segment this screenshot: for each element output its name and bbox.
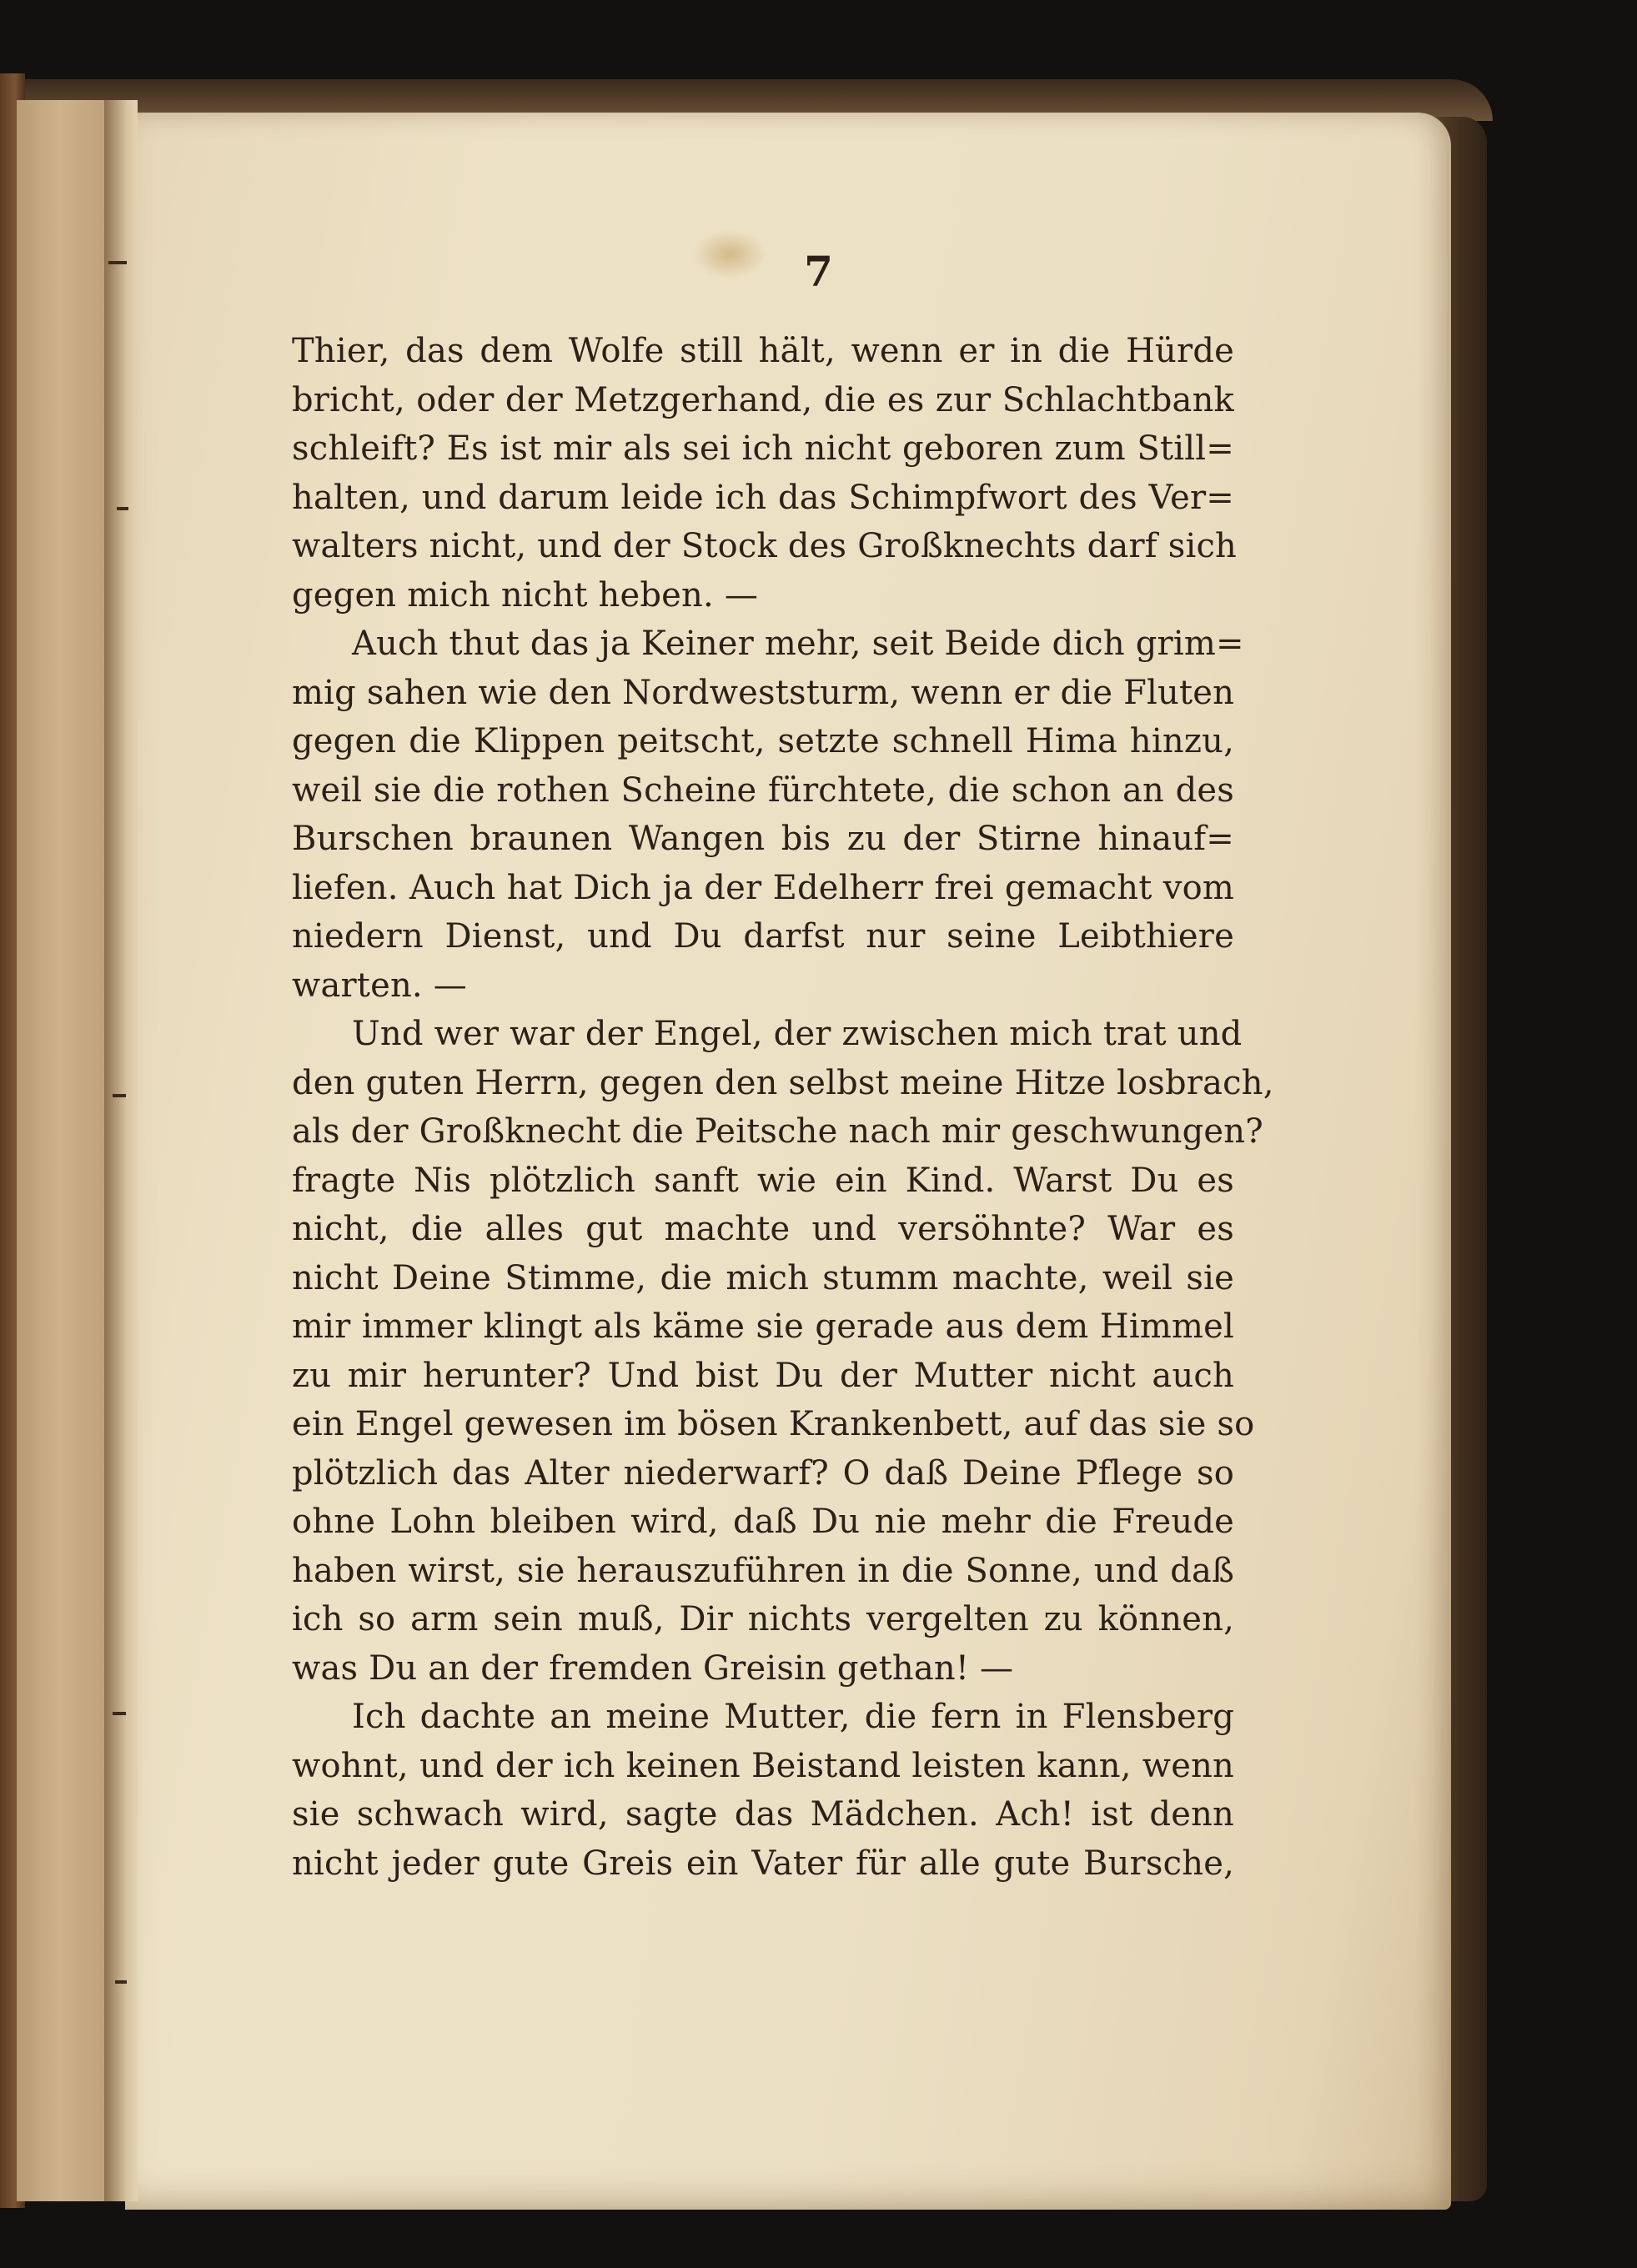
text-line: weil sie die rothen Scheine fürchtete, die schon an des xyxy=(292,770,1234,810)
page-number: 7 xyxy=(804,247,833,296)
text-line: walters nicht, und der Stock des Großknechts darf sich xyxy=(292,527,1238,565)
text-line: nicht jeder gute Greis ein Vater für alle gute Bursche, xyxy=(292,1844,1234,1883)
text-line: plötzlich das Alter niederwarf? O daß Deine Pflege so xyxy=(292,1453,1234,1493)
text-line: ein Engel gewesen im bösen Krankenbett, auf das sie so xyxy=(292,1405,1255,1443)
text-line: nicht Deine Stimme, die mich stumm machte, weil sie xyxy=(292,1258,1234,1297)
text-line: bricht, oder der Metzgerhand, die es zur Schlachtbank xyxy=(292,380,1234,419)
text-line: Ich dachte an meine Mutter, die fern in Flensberg xyxy=(352,1698,1234,1736)
text-line: zu mir herunter? Und bist Du der Mutter nicht auch xyxy=(292,1356,1234,1395)
text-line: gegen mich nicht heben. — xyxy=(292,575,759,615)
text-line: mir immer klingt als käme sie gerade aus dem Himmel xyxy=(292,1307,1234,1346)
binding-pin xyxy=(113,1094,126,1097)
text-line: als der Großknecht die Peitsche nach mir geschwungen? xyxy=(292,1112,1263,1151)
text-line: warten. — xyxy=(292,966,467,1005)
binding-pin xyxy=(115,1980,127,1984)
text-line: halten, und darum leide ich das Schimpfwort des Ver= xyxy=(292,478,1234,517)
text-line: liefen. Auch hat Dich ja der Edelherr frei gemacht vom xyxy=(292,868,1234,907)
text-line: schleift? Es ist mir als sei ich nicht geboren zum Still= xyxy=(292,429,1234,468)
binding-pin xyxy=(117,507,128,510)
text-line: ohne Lohn bleiben wird, daß Du nie mehr die Freude xyxy=(292,1503,1234,1541)
text-line: ich so arm sein muß, Dir nichts vergelten zu können, xyxy=(292,1600,1234,1638)
text-line: Auch thut das ja Keiner mehr, seit Beide dich grim= xyxy=(352,625,1244,663)
body-text xyxy=(292,327,1274,1888)
text-line: Burschen braunen Wangen bis zu der Stirne hinauf= xyxy=(292,820,1234,858)
text-line: Und wer war der Engel, der zwischen mich trat und xyxy=(352,1015,1243,1053)
book-gutter xyxy=(104,100,138,2201)
binding-pin xyxy=(113,1712,126,1715)
text-line: fragte Nis plötzlich sanft wie ein Kind. Warst Du es xyxy=(292,1161,1234,1200)
text-line: Thier, das dem Wolfe still hält, wenn er in die Hürde xyxy=(292,332,1234,370)
text-line: sie schwach wird, sagte das Mädchen. Ach! ist denn xyxy=(292,1795,1234,1834)
text-line: gegen die Klippen peitscht, setzte schnell Hima hinzu, xyxy=(292,722,1234,760)
text-line: niedern Dienst, und Du darfst nur seine Leibthiere xyxy=(292,917,1234,956)
text-line: nicht, die alles gut machte und versöhnte? War es xyxy=(292,1210,1234,1248)
text-line: den guten Herrn, gegen den selbst meine Hitze losbrach, xyxy=(292,1063,1274,1102)
text-line: haben wirst, sie herauszuführen in die Sonne, und daß xyxy=(292,1551,1234,1590)
text-line: mig sahen wie den Nordweststurm, wenn er die Fluten xyxy=(292,673,1235,712)
text-line: was Du an der fremden Greisin gethan! — xyxy=(292,1648,1014,1688)
text-line: wohnt, und der ich keinen Beistand leisten kann, wenn xyxy=(292,1746,1234,1785)
